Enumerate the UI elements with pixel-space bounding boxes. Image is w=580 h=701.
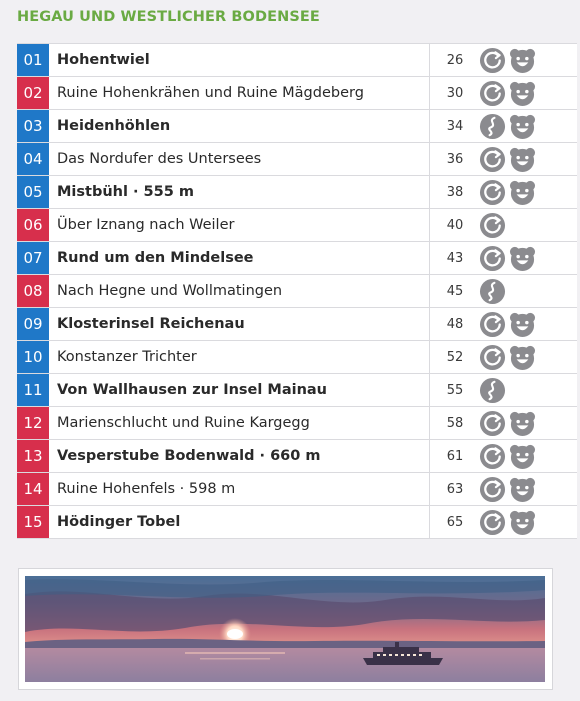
tour-number: 04 [17,143,49,175]
tour-icons [479,374,506,406]
tour-name: Hödinger Tobel [57,514,181,530]
tour-row[interactable] [17,440,577,473]
tour-name: Ruine Hohenfels · 598 m [57,481,236,497]
tour-row[interactable] [17,308,577,341]
tour-row[interactable] [17,473,577,506]
linear-tour-icon [479,113,506,140]
tour-row[interactable] [17,374,577,407]
tour-icons [479,209,506,241]
family-bear-icon [509,311,536,338]
family-bear-icon [509,80,536,107]
tour-list [17,43,577,539]
tour-icons [479,473,536,505]
tour-page-number: 40 [429,209,480,241]
tour-number: 15 [17,506,49,538]
round-tour-icon [479,509,506,536]
round-tour-icon [479,80,506,107]
tour-icons [479,143,536,175]
family-bear-icon [509,47,536,74]
family-bear-icon [509,509,536,536]
sunset-ferry-image [25,576,545,682]
tour-page-number: 26 [429,44,480,76]
tour-row[interactable] [17,176,577,209]
tour-number: 14 [17,473,49,505]
tour-icons [479,275,506,307]
tour-page-number: 61 [429,440,480,472]
round-tour-icon [479,410,506,437]
tour-name: Heidenhöhlen [57,118,171,134]
tour-page-number: 48 [429,308,480,340]
tour-row[interactable] [17,143,577,176]
round-tour-icon [479,443,506,470]
family-bear-icon [509,179,536,206]
tour-number: 11 [17,374,49,406]
tour-icons [479,506,536,538]
tour-row[interactable] [17,275,577,308]
tour-icons [479,341,536,373]
tour-page-number: 58 [429,407,480,439]
tour-icons [479,44,536,76]
linear-tour-icon [479,377,506,404]
tour-row[interactable] [17,242,577,275]
tour-page-number: 36 [429,143,480,175]
round-tour-icon [479,245,506,272]
tour-page-number: 52 [429,341,480,373]
section-title: HEGAU UND WESTLICHER BODENSEE [17,9,320,25]
tour-page-number: 45 [429,275,480,307]
tour-icons [479,440,536,472]
tour-name: Konstanzer Trichter [57,349,197,365]
round-tour-icon [479,476,506,503]
tour-number: 09 [17,308,49,340]
tour-page-number: 34 [429,110,480,142]
round-tour-icon [479,47,506,74]
tour-row[interactable] [17,77,577,110]
tour-row[interactable] [17,110,577,143]
tour-number: 08 [17,275,49,307]
round-tour-icon [479,212,506,239]
tour-name: Klosterinsel Reichenau [57,316,245,332]
tour-number: 06 [17,209,49,241]
tour-row[interactable] [17,44,577,77]
tour-name: Marienschlucht und Ruine Kargegg [57,415,310,431]
tour-name: Mistbühl · 555 m [57,184,194,200]
tour-name: Hohentwiel [57,52,150,68]
tour-number: 13 [17,440,49,472]
family-bear-icon [509,443,536,470]
round-tour-icon [479,344,506,371]
tour-icons [479,308,536,340]
tour-row[interactable] [17,407,577,440]
tour-name: Das Nordufer des Untersees [57,151,262,167]
tour-page-number: 38 [429,176,480,208]
family-bear-icon [509,344,536,371]
tour-name: Nach Hegne und Wollmatingen [57,283,283,299]
tour-name: Vesperstube Bodenwald · 660 m [57,448,321,464]
tour-number: 01 [17,44,49,76]
tour-icons [479,176,536,208]
tour-icons [479,110,536,142]
family-bear-icon [509,245,536,272]
tour-page-number: 63 [429,473,480,505]
family-bear-icon [509,476,536,503]
tour-number: 05 [17,176,49,208]
tour-number: 03 [17,110,49,142]
round-tour-icon [479,146,506,173]
tour-page-number: 55 [429,374,480,406]
tour-name: Über Iznang nach Weiler [57,217,235,233]
tour-number: 10 [17,341,49,373]
round-tour-icon [479,311,506,338]
tour-row[interactable] [17,341,577,374]
tour-name: Rund um den Mindelsee [57,250,254,266]
tour-icons [479,407,536,439]
tour-page-number: 30 [429,77,480,109]
tour-icons [479,77,536,109]
tour-icons [479,242,536,274]
tour-name: Von Wallhausen zur Insel Mainau [57,382,328,398]
tour-page-number: 43 [429,242,480,274]
lake-sunset-photo [18,568,553,690]
family-bear-icon [509,113,536,140]
tour-row[interactable] [17,209,577,242]
family-bear-icon [509,410,536,437]
tour-name: Ruine Hohenkrähen und Ruine Mägdeberg [57,85,364,101]
tour-number: 07 [17,242,49,274]
linear-tour-icon [479,278,506,305]
family-bear-icon [509,146,536,173]
tour-row[interactable] [17,506,577,539]
round-tour-icon [479,179,506,206]
tour-number: 02 [17,77,49,109]
tour-page-number: 65 [429,506,480,538]
tour-number: 12 [17,407,49,439]
